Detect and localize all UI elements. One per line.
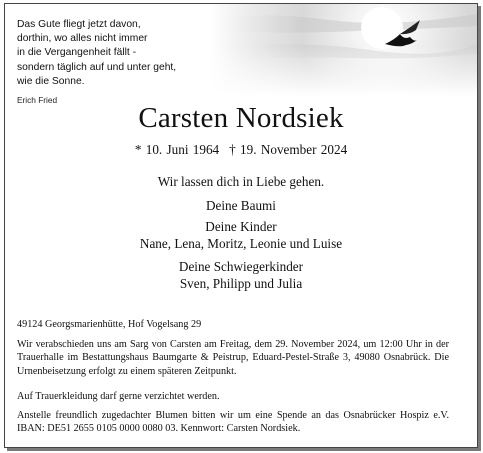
donation-request: Anstelle freundlich zugedachter Blumen bitten wir um eine Spende an das Osnabrücker Hospiz e.V. IBAN: DE51 2655 0105 0000 0080 03. Kennwort: Carsten Nordsiek. <box>17 410 449 435</box>
farewell-line: Wir lassen dich in Liebe gehen. <box>157 174 325 189</box>
deceased-name: Carsten Nordsiek <box>138 102 344 134</box>
children-heading: Deine Kinder <box>205 219 277 234</box>
poem-line: in die Vergangenheit fällt - <box>17 47 137 59</box>
funeral-details: Wir verabschieden uns am Sarg von Carsten am Freitag, dem 29. November 2024, um 12:00 Uhr in der Trauerhalle im Bestattungshaus Baumgarte & Peistrup, Eduard-Pestel-Straße 3, 49080 Osnabrück. Die Urnenbeisetzung erfolgt zu einem späteren Zeitpunkt. <box>17 339 449 377</box>
inlaws-heading: Deine Schwiegerkinder <box>178 259 304 274</box>
sunset-bird-image <box>210 4 477 96</box>
poem-line: wie die Sonne. <box>17 75 85 87</box>
life-dates <box>5 142 477 158</box>
poem <box>17 18 176 89</box>
poem-author: Erich Fried <box>17 95 58 105</box>
poem-line: sondern täglich auf und unter geht, <box>17 61 177 73</box>
children-names: Nane, Lena, Moritz, Leonie und Luise <box>139 236 343 251</box>
birth-date: * 10. Juni 1964 <box>134 142 220 157</box>
poem-line: dorthin, wo alles nicht immer <box>17 33 148 45</box>
family-address: 49124 Georgsmarienhütte, Hof Vogelsang 29 <box>17 319 202 330</box>
dress-note: Auf Trauerkleidung darf gerne verzichtet werden. <box>17 391 220 402</box>
spouse-line: Deine Baumi <box>206 198 276 213</box>
poem-line: Das Gute fliegt jetzt davon, <box>17 19 141 30</box>
obituary-card <box>4 3 478 448</box>
death-date: † 19. November 2024 <box>229 142 348 157</box>
inlaws-names: Sven, Philipp und Julia <box>179 276 303 291</box>
